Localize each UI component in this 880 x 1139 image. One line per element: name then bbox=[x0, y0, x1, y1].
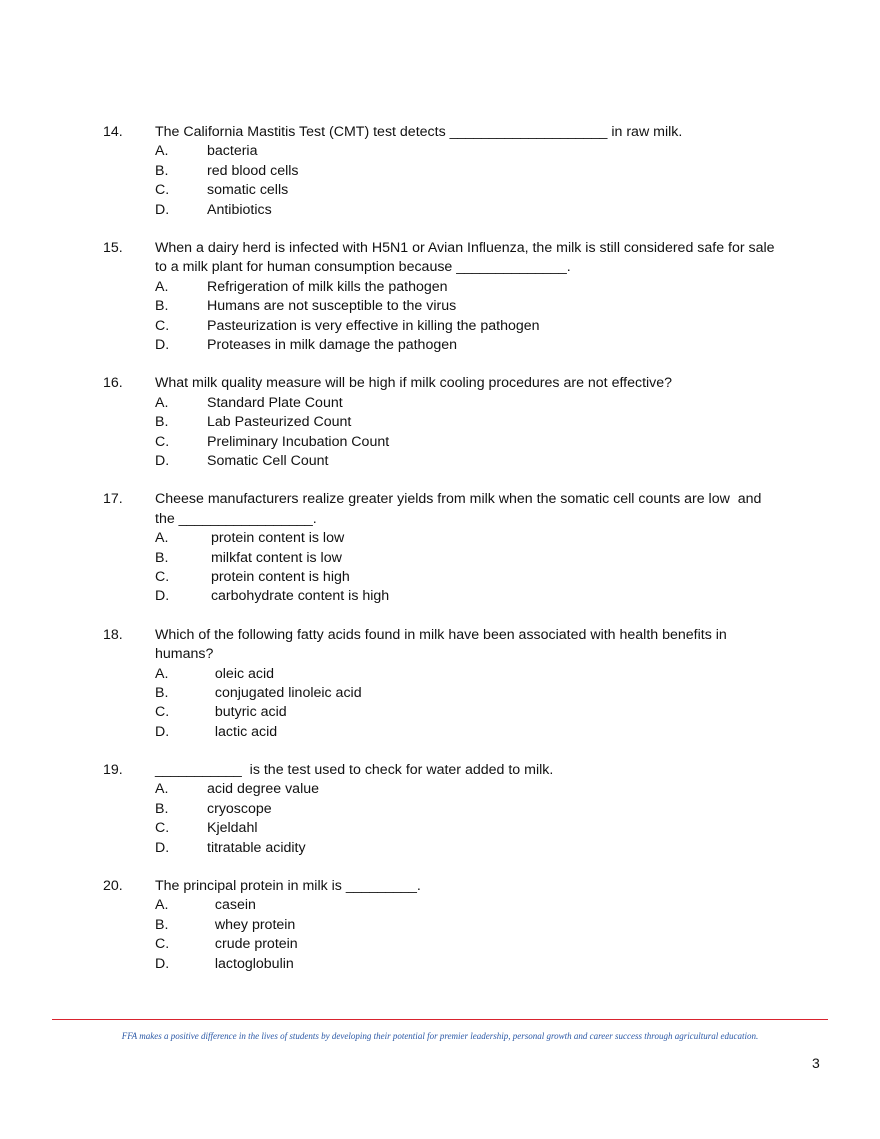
answer-options bbox=[0, 665, 880, 743]
answer-option bbox=[0, 452, 880, 471]
option-text: butyric acid bbox=[207, 704, 287, 721]
answer-options bbox=[0, 394, 880, 472]
answer-option bbox=[0, 317, 880, 336]
option-letter: A. bbox=[155, 781, 169, 798]
option-letter: A. bbox=[155, 143, 169, 160]
answer-option bbox=[0, 201, 880, 220]
option-text: bacteria bbox=[207, 143, 258, 160]
option-text: protein content is high bbox=[207, 568, 350, 585]
answer-option bbox=[0, 278, 880, 297]
question-stem bbox=[0, 877, 880, 896]
question-number: 16. bbox=[103, 375, 123, 392]
answer-option bbox=[0, 896, 880, 915]
answer-option bbox=[0, 529, 880, 548]
option-letter: D. bbox=[155, 955, 170, 972]
option-text: milkfat content is low bbox=[207, 549, 342, 566]
option-letter: C. bbox=[155, 820, 170, 837]
option-letter: C. bbox=[155, 704, 170, 721]
option-letter: D. bbox=[155, 452, 170, 469]
question-number: 17. bbox=[103, 491, 123, 508]
answer-option bbox=[0, 723, 880, 742]
option-letter: C. bbox=[155, 317, 170, 334]
question-15 bbox=[0, 239, 880, 355]
question-number: 19. bbox=[103, 762, 123, 779]
option-letter: B. bbox=[155, 684, 169, 701]
question-text: ___________ is the test used to check for water added to milk. bbox=[155, 762, 554, 779]
option-text: conjugated linoleic acid bbox=[207, 684, 362, 701]
answer-option bbox=[0, 297, 880, 316]
option-text: lactoglobulin bbox=[207, 955, 294, 972]
option-text: whey protein bbox=[207, 916, 296, 933]
option-text: Pasteurization is very effective in killing the pathogen bbox=[207, 317, 540, 334]
question-19 bbox=[0, 761, 880, 858]
answer-option bbox=[0, 568, 880, 587]
answer-option bbox=[0, 935, 880, 954]
option-letter: C. bbox=[155, 568, 170, 585]
answer-option bbox=[0, 394, 880, 413]
answer-option bbox=[0, 684, 880, 703]
option-letter: D. bbox=[155, 588, 170, 605]
question-stem bbox=[0, 374, 880, 393]
question-text: The California Mastitis Test (CMT) test detects ____________________ in raw milk. bbox=[155, 124, 683, 140]
question-text: Which of the following fatty acids found in milk have been associated with health benefits in humans? bbox=[155, 626, 731, 663]
answer-option bbox=[0, 413, 880, 432]
option-text: Preliminary Incubation Count bbox=[207, 433, 390, 450]
answer-options bbox=[0, 529, 880, 607]
question-number: 14. bbox=[103, 124, 123, 140]
option-text: Standard Plate Count bbox=[207, 394, 343, 411]
question-17 bbox=[0, 490, 880, 606]
option-letter: D. bbox=[155, 723, 170, 740]
option-letter: D. bbox=[155, 201, 170, 218]
answer-options bbox=[0, 780, 880, 858]
option-letter: D. bbox=[155, 839, 170, 856]
answer-option bbox=[0, 587, 880, 606]
answer-option bbox=[0, 549, 880, 568]
answer-option bbox=[0, 955, 880, 974]
option-text: crude protein bbox=[207, 936, 298, 953]
option-text: Kjeldahl bbox=[207, 820, 258, 837]
question-stem bbox=[0, 761, 880, 780]
answer-options bbox=[0, 896, 880, 974]
question-number: 20. bbox=[103, 878, 123, 895]
answer-option bbox=[0, 162, 880, 181]
option-text: Antibiotics bbox=[207, 201, 272, 218]
question-text: Cheese manufacturers realize greater yields from milk when the somatic cell counts are low and the _________________. bbox=[155, 491, 766, 527]
answer-option bbox=[0, 800, 880, 819]
answer-option bbox=[0, 916, 880, 935]
option-letter: C. bbox=[155, 182, 170, 199]
option-text: cryoscope bbox=[207, 800, 272, 817]
option-text: acid degree value bbox=[207, 781, 320, 798]
option-letter: A. bbox=[155, 394, 169, 411]
question-16 bbox=[0, 374, 880, 471]
option-letter: B. bbox=[155, 298, 169, 315]
answer-options bbox=[0, 278, 880, 356]
question-text: What milk quality measure will be high if milk cooling procedures are not effective? bbox=[155, 375, 673, 392]
option-letter: A. bbox=[155, 665, 169, 682]
option-letter: A. bbox=[155, 278, 169, 295]
option-letter: C. bbox=[155, 433, 170, 450]
question-text: The principal protein in milk is _________. bbox=[155, 878, 421, 895]
page-number: 3 bbox=[812, 1055, 820, 1071]
question-stem bbox=[0, 239, 880, 278]
question-stem bbox=[0, 123, 880, 142]
option-text: titratable acidity bbox=[207, 839, 306, 856]
option-letter: A. bbox=[155, 897, 169, 914]
option-text: somatic cells bbox=[207, 182, 289, 199]
option-letter: B. bbox=[155, 162, 169, 179]
footer-motto: FFA makes a positive difference in the lives of students by developing their potential for premier leadership, personal growth and career success through agricultural education. bbox=[121, 1031, 759, 1041]
question-20 bbox=[0, 877, 880, 974]
option-text: lactic acid bbox=[207, 723, 278, 740]
option-text: protein content is low bbox=[207, 530, 345, 547]
question-stem bbox=[0, 626, 880, 665]
question-14 bbox=[0, 123, 880, 220]
answer-options bbox=[0, 142, 880, 220]
question-list bbox=[0, 123, 880, 993]
option-letter: B. bbox=[155, 916, 169, 933]
question-18 bbox=[0, 626, 880, 742]
option-text: Somatic Cell Count bbox=[207, 452, 329, 469]
question-text: When a dairy herd is infected with H5N1 or Avian Influenza, the milk is still considered safe for sale to a milk plant for human consumption because ______________. bbox=[155, 239, 779, 276]
answer-option bbox=[0, 181, 880, 200]
option-text: casein bbox=[207, 897, 256, 914]
option-text: carbohydrate content is high bbox=[207, 588, 390, 605]
question-stem bbox=[0, 490, 880, 529]
footer-divider bbox=[52, 1019, 828, 1020]
option-text: Lab Pasteurized Count bbox=[207, 414, 352, 431]
answer-option bbox=[0, 665, 880, 684]
option-letter: C. bbox=[155, 936, 170, 953]
option-letter: B. bbox=[155, 800, 169, 817]
answer-option bbox=[0, 703, 880, 722]
answer-option bbox=[0, 336, 880, 355]
question-number: 18. bbox=[103, 626, 123, 643]
answer-option bbox=[0, 142, 880, 161]
answer-option bbox=[0, 780, 880, 799]
option-letter: B. bbox=[155, 549, 169, 566]
question-number: 15. bbox=[103, 239, 123, 256]
option-letter: B. bbox=[155, 414, 169, 431]
answer-option bbox=[0, 433, 880, 452]
option-text: Proteases in milk damage the pathogen bbox=[207, 336, 458, 353]
answer-option bbox=[0, 839, 880, 858]
option-text: oleic acid bbox=[207, 665, 275, 682]
option-text: Refrigeration of milk kills the pathogen bbox=[207, 278, 448, 295]
option-text: Humans are not susceptible to the virus bbox=[207, 298, 457, 315]
option-text: red blood cells bbox=[207, 162, 299, 179]
option-letter: D. bbox=[155, 336, 170, 353]
answer-option bbox=[0, 819, 880, 838]
option-letter: A. bbox=[155, 530, 169, 547]
